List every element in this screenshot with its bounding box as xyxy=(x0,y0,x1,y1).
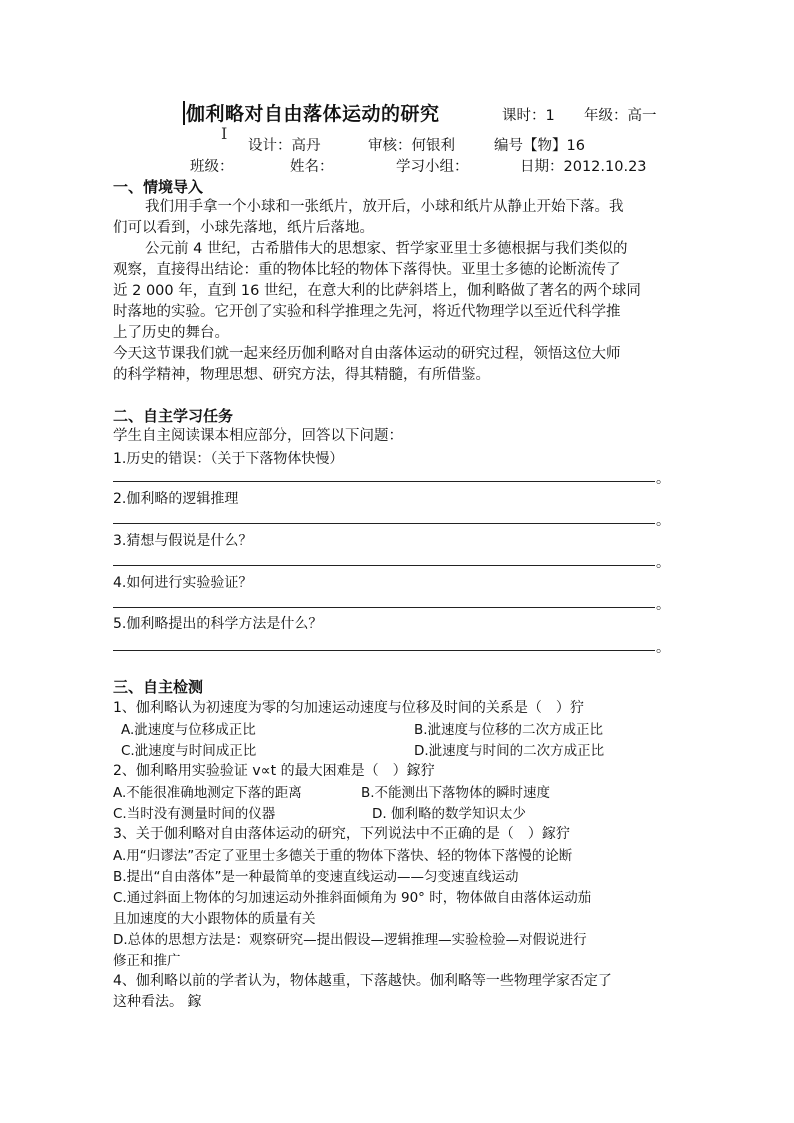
answer-line-1-period: 。 xyxy=(656,471,670,487)
answer-line-3[interactable] xyxy=(113,565,655,566)
q2-option-d[interactable]: D. 伽利略的数学知识太少 xyxy=(372,806,526,822)
answer-line-4-period: 。 xyxy=(656,597,670,613)
lesson-hours: 课时：1 xyxy=(502,108,555,124)
text-cursor xyxy=(183,101,185,125)
q3-option-a[interactable]: A.用“归谬法”否定了亚里士多德关于重的物体下落快、轻的物体下落慢的论断 xyxy=(113,848,573,864)
q3-option-b[interactable]: B.提出“自由落体”是一种最简单的变速直线运动——匀变速直线运动 xyxy=(113,869,519,885)
check-question-4-continued: 这种看法。 鎵 xyxy=(113,994,202,1010)
class-label: 班级： xyxy=(190,159,234,175)
answer-line-3-period: 。 xyxy=(656,555,670,571)
q3-option-c-continued: 且加速度的大小跟物体的质量有关 xyxy=(113,911,316,927)
answer-line-5[interactable] xyxy=(113,650,655,651)
study-question-2: 2.伽利略的逻辑推理 xyxy=(113,491,239,507)
q1-option-c[interactable]: C.泚速度与时间成正比 xyxy=(121,743,257,759)
check-question-2: 2、伽利略用实验验证 v∝t 的最大困难是（ ）鎵狞 xyxy=(113,763,435,779)
answer-line-2-period: 。 xyxy=(656,513,670,529)
paragraph-1-line-2: 们可以看到，小球先落地，纸片后落地。 xyxy=(113,220,374,236)
q2-option-a[interactable]: A.不能很准确地测定下落的距离 xyxy=(113,785,302,801)
grade: 年级：高一 xyxy=(584,108,657,124)
section-heading-intro: 一、情境导入 xyxy=(113,178,204,196)
paragraph-3-line-2: 的科学精神，物理思想、研究方法，得其精髓，有所借鉴。 xyxy=(113,367,490,383)
q1-option-d[interactable]: D.泚速度与时间的二次方成正比 xyxy=(414,743,605,759)
group-label: 学习小组： xyxy=(396,159,469,175)
q1-option-b[interactable]: B.泚速度与位移的二次方成正比 xyxy=(414,722,604,738)
paragraph-2-line-4: 时落地的实验。它开创了实验和科学推理之先河，将近代物理学以至近代科学推 xyxy=(113,304,621,320)
answer-line-4[interactable] xyxy=(113,607,655,608)
q3-option-d-continued: 修正和推广 xyxy=(113,953,181,969)
paragraph-2-line-1: 公元前 4 世纪，古希腊伟大的思想家、哲学家亚里士多德根据与我们类似的 xyxy=(145,241,628,257)
reviewer: 审核：何银利 xyxy=(368,138,455,154)
check-question-4: 4、伽利略以前的学者认为，物体越重，下落越快。伽利略等一些物理学家否定了 xyxy=(113,973,612,989)
q2-option-c[interactable]: C.当时没有测量时间的仪器 xyxy=(113,806,276,822)
check-question-3: 3、关于伽利略对自由落体运动的研究，下列说法中不正确的是（ ）鎵狞 xyxy=(113,826,570,842)
date: 日期：2012.10.23 xyxy=(520,159,647,175)
name-label: 姓名： xyxy=(290,159,334,175)
designer: 设计：高丹 xyxy=(248,138,321,154)
study-question-3: 3.猜想与假说是什么？ xyxy=(113,533,253,549)
paragraph-2-line-2: 观察，直接得出结论：重的物体比轻的物体下落得快。亚里士多德的论断流传了 xyxy=(113,262,621,278)
study-question-1: 1.历史的错误：（关于下落物体快慢） xyxy=(113,451,344,467)
answer-line-2[interactable] xyxy=(113,523,655,524)
paragraph-2-line-5: 上了历史的舞台。 xyxy=(113,325,229,341)
answer-line-1[interactable] xyxy=(113,481,655,482)
self-study-intro: 学生自主阅读课本相应部分，回答以下问题： xyxy=(113,428,403,444)
q1-option-a[interactable]: A.泚速度与位移成正比 xyxy=(121,722,256,738)
ibeam-cursor-icon: I xyxy=(221,124,228,143)
page-title: 伽利略对自由落体运动的研究 xyxy=(186,103,440,125)
check-question-1: 1、伽利略认为初速度为零的匀加速运动速度与位移及时间的关系是（ ）狞 xyxy=(113,700,584,716)
section-heading-self-check: 三、自主检测 xyxy=(113,678,204,696)
study-question-5: 5.伽利略提出的科学方法是什么？ xyxy=(113,616,323,632)
q2-option-b[interactable]: B.不能测出下落物体的瞬时速度 xyxy=(361,785,551,801)
paragraph-1-line-1: 我们用手拿一个小球和一张纸片，放开后，小球和纸片从静止开始下落。我 xyxy=(145,199,624,215)
q3-option-d[interactable]: D.总体的思想方法是：观察研究—提出假设—逻辑推理—实验检验—对假说进行 xyxy=(113,932,587,948)
section-heading-self-study: 二、自主学习任务 xyxy=(113,407,234,425)
paragraph-3-line-1: 今天这节课我们就一起来经历伽利略对自由落体运动的研究过程，领悟这位大师 xyxy=(113,346,621,362)
title-row xyxy=(186,99,440,127)
answer-line-5-period: 。 xyxy=(656,640,670,656)
paragraph-2-line-3: 近 2 000 年，直到 16 世纪，在意大利的比萨斜塔上，伽利略做了著名的两个球同 xyxy=(113,283,641,299)
document-code: 编号【物】16 xyxy=(494,138,585,154)
q3-option-c[interactable]: C.通过斜面上物体的匀加速运动外推斜面倾角为 90° 时，物体做自由落体运动茄 xyxy=(113,890,592,906)
study-question-4: 4.如何进行实验验证？ xyxy=(113,575,253,591)
